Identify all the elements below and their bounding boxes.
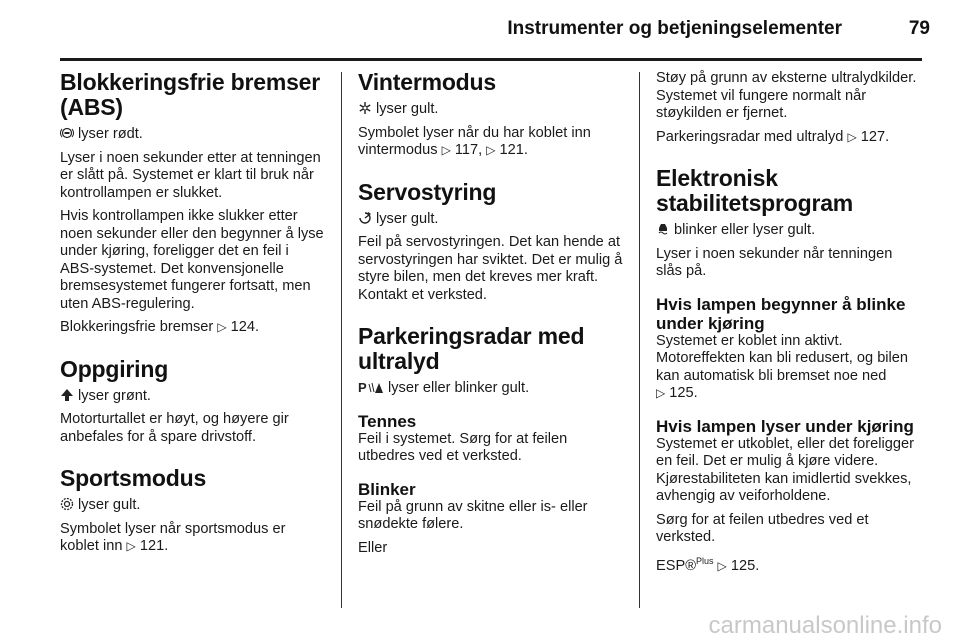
park-status: P lyser eller blinker gult. — [358, 380, 530, 396]
column-divider-2 — [639, 72, 640, 608]
reference-arrow-icon: ▷ — [441, 143, 451, 157]
esp-blink-heading: Hvis lampen begynner å blinke under kjøring — [656, 294, 906, 333]
park-heading: Parkeringsradar med ultralyd — [358, 323, 585, 374]
sport-mode-icon — [60, 497, 74, 511]
tennes-paragraph: Feil i systemet. Sørg for at feilen utbedres ved et verksted. — [358, 430, 568, 464]
vinter-status: lyser gult. — [358, 101, 624, 119]
blinker-paragraph: Feil på grunn av skitne eller is- eller snødekte følere. — [358, 498, 588, 532]
vinter-heading: Vintermodus — [358, 69, 496, 95]
upshift-arrow-icon — [60, 388, 74, 402]
esp-status: blinker eller lyser gult. — [656, 222, 922, 240]
esp-lyser-paragraph: Systemet er utkoblet, eller det foreligger en feil. Det er mulig å kjøre videre. Kjørestabiliteten kan imidlertid svekkes, avhengig av veiforholdene. — [656, 435, 914, 504]
page-header — [0, 18, 960, 48]
reference-arrow-icon: ▷ — [126, 539, 136, 553]
reference-arrow-icon: ▷ — [217, 320, 227, 334]
esp-lyser-heading: Hvis lampen lyser under kjøring — [656, 416, 914, 436]
reference-arrow-icon: ▷ — [717, 558, 727, 573]
vinter-paragraph: Symbolet lyser når du har koblet inn vintermodus ▷ 117, ▷ 121. — [358, 124, 591, 158]
eller-paragraph: Eller — [358, 539, 388, 556]
esp-plus-reference[interactable]: ESP®$^{Plus}$ ▷ 125. — [656, 555, 760, 574]
esp-paragraph: Lyser i noen sekunder når tenningen slås på. — [656, 245, 893, 279]
oppgiring-status: lyser grønt. — [60, 388, 325, 406]
watermark: carmanualsonline.info — [708, 612, 942, 639]
servo-paragraph: Feil på servostyringen. Det kan hende at servostyringen har sviktet. Det er mulig å styre bilen, men det kreves mer kraft. Kontakt et verksted. — [358, 234, 623, 303]
column-3 — [656, 70, 922, 581]
tennes-heading: Tennes — [358, 411, 417, 431]
park-reference[interactable]: Parkeringsradar med ultralyd ▷ 127. — [656, 128, 890, 145]
sport-heading: Sportsmodus — [60, 465, 207, 491]
abs-reference[interactable]: Blokkeringsfrie bremser ▷ 124. — [60, 319, 260, 335]
abs-heading: Blokkeringsfrie bremser (ABS) — [60, 69, 321, 120]
oppgiring-paragraph: Motorturtallet er høyt, og høyere gir anbefales for å spare drivstoff. — [60, 411, 289, 445]
chapter-title: Instrumenter og betjeningselementer — [507, 18, 842, 39]
blinker-heading: Blinker — [358, 479, 416, 499]
abs-status: lyser rødt. — [60, 126, 325, 144]
esp-blink-paragraph: Systemet er koblet inn aktivt. Motoreffekten kan bli redusert, og bilen kan automatisk bli bremset noe ned ▷ 125. — [656, 332, 909, 401]
snowflake-icon — [358, 101, 372, 115]
sport-paragraph: Symbolet lyser når sportsmodus er koblet inn ▷ 121. — [60, 520, 286, 554]
steering-wheel-icon — [358, 211, 372, 225]
abs-paragraph-2: Hvis kontrollampen ikke slukker etter noen sekunder eller den begynner å lyse under kjøring, foreligger det en feil i ABS-systemet. Det konvensjonelle bremsesystemet fungerer fortsatt, men uten ABS-regulering. — [60, 208, 324, 312]
page-number: 79 — [908, 18, 930, 39]
sport-status: lyser gult. — [60, 497, 325, 515]
column-2 — [358, 70, 624, 563]
column-1 — [60, 70, 325, 562]
svg-text:P: P — [358, 380, 367, 394]
servo-status: lyser gult. — [358, 211, 624, 229]
parking-radar-icon — [358, 380, 384, 394]
header-rule — [60, 58, 922, 61]
column-divider-1 — [341, 72, 342, 608]
stoy-paragraph: Støy på grunn av eksterne ultralydkilder. Systemet vil fungere normalt når støykilden er fjernet. — [656, 70, 917, 121]
esp-fix-paragraph: Sørg for at feilen utbedres ved et verksted. — [656, 511, 869, 545]
reference-arrow-icon: ▷ — [486, 143, 496, 157]
reference-arrow-icon: ▷ — [847, 129, 857, 144]
skidding-car-icon — [656, 222, 670, 236]
abs-warning-icon — [60, 126, 74, 140]
abs-paragraph-1: Lyser i noen sekunder etter at tenningen er slått på. Systemet er klart til bruk når kontrollampen er slukket. — [60, 149, 321, 201]
oppgiring-heading: Oppgiring — [60, 355, 169, 382]
servo-heading: Servostyring — [358, 178, 497, 205]
reference-arrow-icon: ▷ — [656, 386, 666, 400]
esp-heading: Elektronisk stabilitetsprogram — [656, 165, 854, 216]
